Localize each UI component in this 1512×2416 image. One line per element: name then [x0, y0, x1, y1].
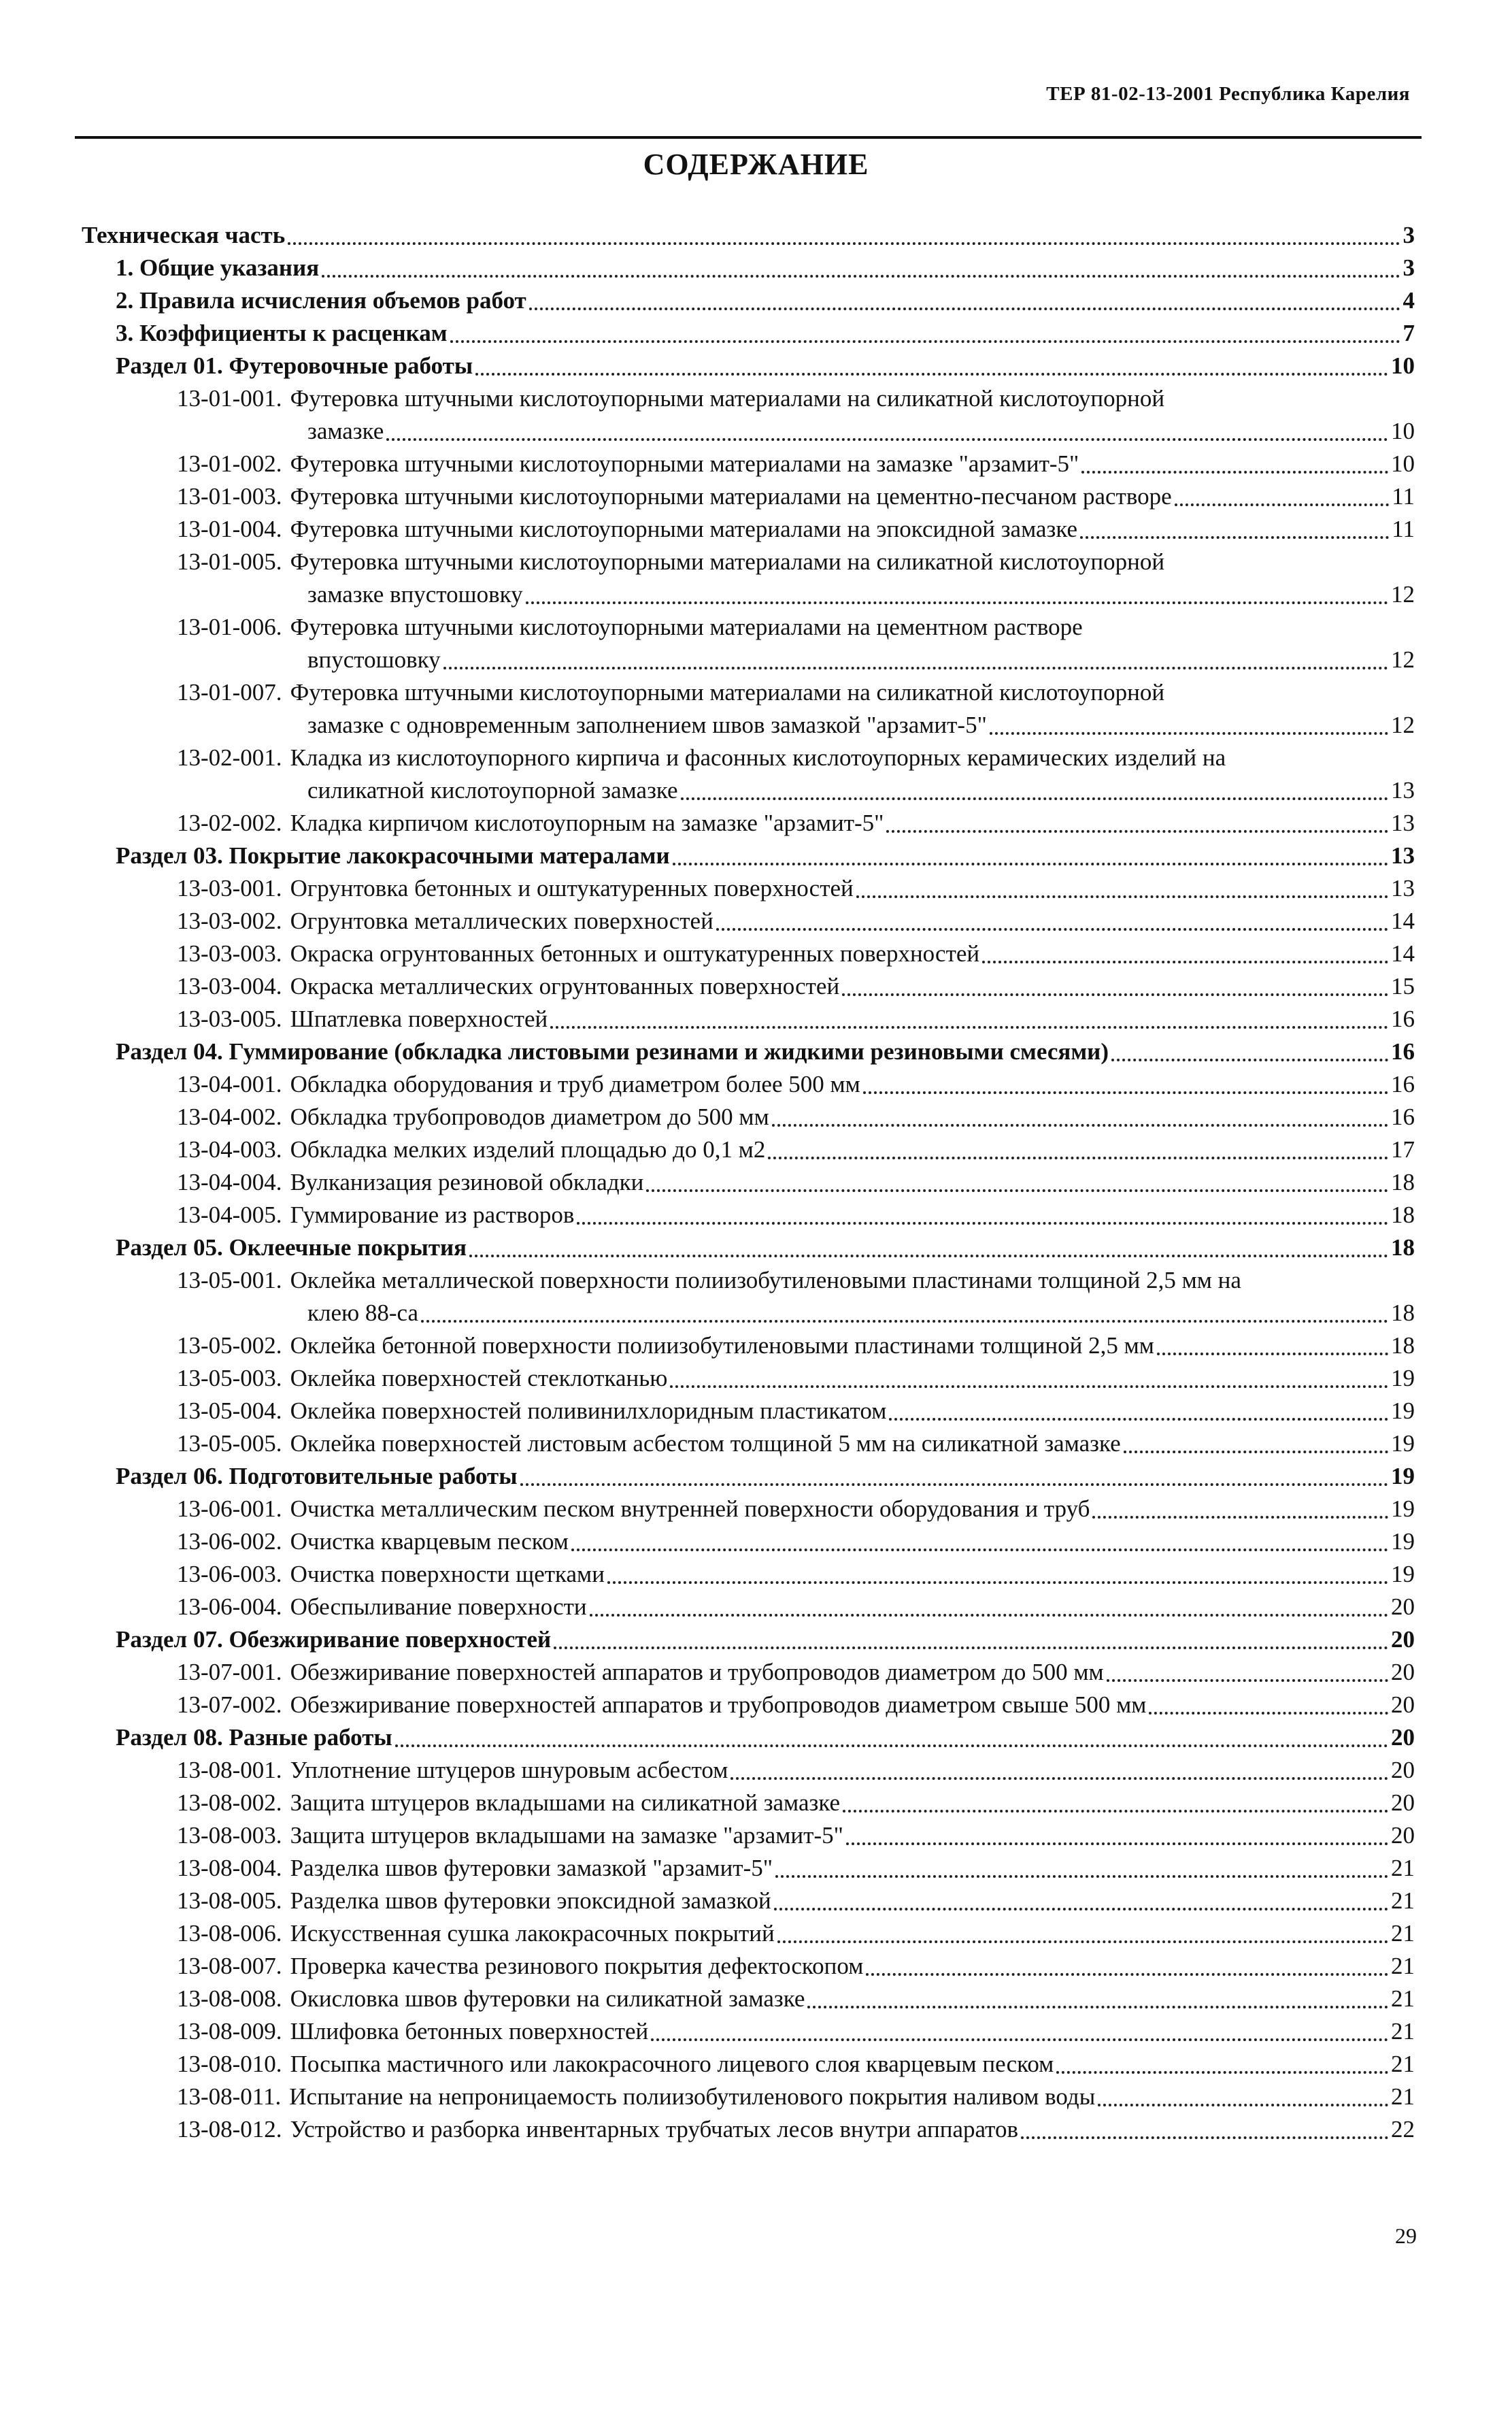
toc-entry-title: Кладка кирпичом кислотоупорным на замазке "арзамит-5" — [290, 810, 884, 836]
toc-entry-code: 13-08-002. — [177, 1789, 282, 1816]
toc-entry-title: 1. Общие указания — [116, 254, 320, 281]
dot-leader — [443, 667, 1388, 669]
toc-entry-page: 19 — [1391, 1430, 1415, 1457]
dot-leader — [775, 1875, 1388, 1878]
toc-entry-code: 13-04-001. — [177, 1071, 282, 1097]
toc-entry-code: 13-05-002. — [177, 1332, 282, 1359]
dot-leader — [288, 242, 1400, 245]
toc-entry-code: 13-01-004. — [177, 516, 282, 542]
toc-entry-title: Футеровка штучными кислотоупорными материалами на силикатной кислотоупорной — [290, 548, 1165, 575]
toc-entry[interactable] — [82, 1101, 1415, 1133]
toc-entry-title-cont: замазке впустошовку — [307, 581, 523, 608]
toc-entry-title: Шпатлевка поверхностей — [290, 1006, 548, 1032]
toc-entry-title: Оклейка поверхностей поливинилхлоридным пластикатом — [290, 1397, 887, 1424]
toc-entry-code: 13-04-003. — [177, 1136, 282, 1163]
toc-entry[interactable] — [82, 1362, 1415, 1395]
toc-entry-title-cont: впустошовку — [307, 646, 441, 673]
dot-leader — [1098, 2104, 1388, 2106]
toc-entry-title: Футеровка штучными кислотоупорными материалами на цементном растворе — [290, 614, 1083, 640]
toc-entry-line — [82, 611, 1415, 644]
toc-entry[interactable] — [82, 1689, 1415, 1721]
toc-entry-code: 13-04-005. — [177, 1202, 282, 1228]
toc-entry-code: 13-03-005. — [177, 1006, 282, 1032]
dot-leader — [777, 1940, 1388, 1943]
toc-entry-title: Разделка швов футеровки эпоксидной замазкой — [290, 1887, 771, 1914]
toc-entry[interactable] — [82, 448, 1415, 480]
toc-entry-code: 13-08-001. — [177, 1757, 282, 1783]
toc-entry-page: 21 — [1391, 1887, 1415, 1914]
dot-leader — [571, 1549, 1388, 1551]
toc-entry-line — [82, 676, 1415, 709]
toc-entry-code: 13-07-002. — [177, 1691, 282, 1718]
toc-entry-page: 21 — [1391, 2018, 1415, 2045]
toc-entry-title: Обкладка оборудования и труб диаметром более 500 мм — [290, 1071, 860, 1097]
toc-entry[interactable] — [82, 1558, 1415, 1591]
toc-entry-title: Оклейка металлической поверхности полиизобутиленовыми пластинами толщиной 2,5 мм на — [290, 1267, 1241, 1293]
toc-entry-page: 13 — [1391, 875, 1415, 901]
toc-entry-page: 22 — [1391, 2116, 1415, 2142]
toc-section-heading[interactable] — [82, 1036, 1415, 1068]
toc-entry-title: Уплотнение штуцеров шнуровым асбестом — [290, 1757, 728, 1783]
toc-entry-title: Оклейка поверхностей стеклотканью — [290, 1365, 668, 1391]
toc-entry-title: Защита штуцеров вкладышами на замазке "арзамит-5" — [290, 1822, 843, 1849]
toc-entry-page: 21 — [1391, 2051, 1415, 2077]
toc-entry-code: 13-08-012. — [177, 2116, 282, 2142]
toc-entry-title: Очистка кварцевым песком — [290, 1528, 569, 1555]
toc-entry[interactable] — [82, 2015, 1415, 2048]
toc-entry-title: Устройство и разборка инвентарных трубчатых лесов внутри аппаратов — [290, 2116, 1018, 2142]
toc-entry-title: Футеровка штучными кислотоупорными материалами на силикатной кислотоупорной — [290, 385, 1165, 412]
toc-entry-page: 21 — [1391, 1920, 1415, 1947]
toc-entry[interactable] — [82, 1395, 1415, 1427]
toc-entry-page: 12 — [1391, 646, 1415, 673]
dot-leader — [1092, 1516, 1388, 1519]
toc-entry-code: 13-08-009. — [177, 2018, 282, 2045]
toc-entry-code: 13-03-002. — [177, 908, 282, 934]
toc-entry-title: 2. Правила исчисления объемов работ — [116, 287, 526, 314]
toc-entry-page: 16 — [1391, 1038, 1415, 1065]
dot-leader — [681, 797, 1388, 800]
toc-entry[interactable] — [82, 970, 1415, 1003]
toc-entry-title: Обкладка трубопроводов диаметром до 500 мм — [290, 1104, 769, 1130]
toc-entry-code: 13-04-002. — [177, 1104, 282, 1130]
toc-section-heading[interactable] — [82, 284, 1415, 317]
dot-leader — [846, 1842, 1388, 1845]
toc-entry-line — [82, 1264, 1415, 1297]
dot-leader — [520, 1483, 1388, 1486]
toc-entry-title: Защита штуцеров вкладышами на силикатной замазке — [290, 1789, 840, 1816]
toc-entry-title: Футеровка штучными кислотоупорными материалами на силикатной кислотоупорной — [290, 679, 1165, 706]
dot-leader — [1111, 1059, 1388, 1061]
dot-leader — [673, 863, 1388, 865]
toc-entry-page: 21 — [1391, 1985, 1415, 2012]
toc-entry-code: 13-06-002. — [177, 1528, 282, 1555]
toc-section-heading[interactable] — [82, 317, 1415, 350]
toc-entry-page: 18 — [1391, 1202, 1415, 1228]
toc-entry-title: Окисловка швов футеровки на силикатной замазке — [290, 1985, 805, 2012]
toc-entry[interactable] — [82, 742, 1415, 807]
dot-leader — [475, 373, 1388, 376]
toc-entry-code: 13-02-001. — [177, 744, 282, 771]
dot-leader — [886, 830, 1388, 833]
toc-entry-page: 20 — [1391, 1691, 1415, 1718]
dot-leader — [856, 895, 1388, 898]
toc-entry-title: Обезжиривание поверхностей аппаратов и трубопроводов диаметром до 500 мм — [290, 1659, 1104, 1685]
toc-entry[interactable] — [82, 1754, 1415, 1787]
toc-entry-page: 18 — [1391, 1234, 1415, 1261]
toc-section-heading[interactable] — [82, 350, 1415, 382]
dot-leader — [1107, 1679, 1388, 1682]
toc-entry-title: Искусственная сушка лакокрасочных покрытий — [290, 1920, 775, 1947]
toc-entry-title: Обеспыливание поверхности — [290, 1593, 587, 1620]
toc-entry-page: 19 — [1391, 1495, 1415, 1522]
toc-entry-title: Проверка качества резинового покрытия дефектоскопом — [290, 1953, 864, 1979]
toc-entry-page: 20 — [1391, 1659, 1415, 1685]
toc-entry-code: 13-03-003. — [177, 940, 282, 967]
toc-entry-code: 13-01-001. — [177, 385, 282, 412]
toc-entry[interactable] — [82, 1199, 1415, 1231]
toc-entry-code: 13-08-010. — [177, 2051, 282, 2077]
toc-entry-code: 13-03-001. — [177, 875, 282, 901]
toc-entry-page: 20 — [1391, 1626, 1415, 1653]
toc-entry-title: Раздел 04. Гуммирование (обкладка листовыми резинами и жидкими резиновыми смесями) — [116, 1038, 1109, 1065]
dot-leader — [990, 732, 1388, 735]
toc-entry-title: Очистка металлическим песком внутренней поверхности оборудования и труб — [290, 1495, 1090, 1522]
toc-entry-continuation — [82, 774, 1415, 807]
dot-leader — [590, 1614, 1388, 1617]
toc-entry[interactable] — [82, 2081, 1415, 2113]
toc-entry-page: 16 — [1391, 1006, 1415, 1032]
toc-entry-code: 13-04-004. — [177, 1169, 282, 1195]
toc-entry-code: 13-08-004. — [177, 1855, 282, 1881]
toc-entry-page: 20 — [1391, 1593, 1415, 1620]
toc-entry-title: Кладка из кислотоупорного кирпича и фасонных кислотоупорных керамических изделий на — [290, 744, 1226, 771]
dot-leader — [730, 1777, 1388, 1780]
toc-entry-continuation — [82, 415, 1415, 448]
toc-entry-page: 10 — [1391, 418, 1415, 444]
toc-entry-page: 13 — [1391, 777, 1415, 804]
toc-entry-code: 13-08-005. — [177, 1887, 282, 1914]
toc-entry-page: 11 — [1392, 516, 1415, 542]
toc-section-heading[interactable] — [82, 1721, 1415, 1754]
toc-entry-page: 15 — [1391, 973, 1415, 999]
toc-entry-title: Раздел 03. Покрытие лакокрасочными матералами — [116, 842, 670, 869]
toc-entry[interactable] — [82, 1003, 1415, 1036]
toc-section-heading[interactable] — [82, 1231, 1415, 1264]
toc-entry-code: 13-06-003. — [177, 1561, 282, 1587]
toc-entry-code: 13-05-004. — [177, 1397, 282, 1424]
toc-entry[interactable] — [82, 1329, 1415, 1362]
toc-entry-page: 17 — [1391, 1136, 1415, 1163]
toc-entry-page: 16 — [1391, 1104, 1415, 1130]
dot-leader — [774, 1908, 1388, 1910]
toc-entry[interactable] — [82, 1819, 1415, 1852]
toc-section-heading[interactable] — [82, 252, 1415, 284]
document-header: ТЕР 81-02-13-2001 Республика Карелия — [1046, 83, 1410, 105]
dot-leader — [670, 1385, 1388, 1388]
toc-entry-title: Раздел 05. Оклеечные покрытия — [116, 1234, 467, 1261]
toc-entry-page: 16 — [1391, 1071, 1415, 1097]
toc-entry-page: 10 — [1391, 352, 1415, 379]
toc-entry-continuation — [82, 709, 1415, 742]
dot-leader — [1081, 471, 1388, 474]
toc-entry-title: Очистка поверхности щетками — [290, 1561, 605, 1587]
dot-leader — [646, 1189, 1388, 1192]
toc-entry-title: Огрунтовка бетонных и оштукатуренных поверхностей — [290, 875, 854, 901]
toc-entry-page: 20 — [1391, 1789, 1415, 1816]
toc-entry-page: 21 — [1391, 1855, 1415, 1881]
toc-entry-page: 19 — [1391, 1365, 1415, 1391]
toc-entry[interactable] — [82, 546, 1415, 611]
dot-leader — [1149, 1712, 1388, 1715]
toc-entry-page: 19 — [1391, 1561, 1415, 1587]
toc-entry[interactable] — [82, 1885, 1415, 1917]
dot-leader — [1056, 2071, 1388, 2074]
toc-entry-line — [82, 742, 1415, 774]
toc-entry-page: 18 — [1391, 1169, 1415, 1195]
table-of-contents — [82, 219, 1415, 2146]
toc-entry[interactable] — [82, 1983, 1415, 2015]
toc-entry-title: Разделка швов футеровки замазкой "арзамит-5" — [290, 1855, 773, 1881]
toc-entry[interactable] — [82, 513, 1415, 546]
dot-leader — [395, 1744, 1388, 1747]
toc-entry[interactable] — [82, 611, 1415, 676]
dot-leader — [469, 1255, 1388, 1257]
dot-leader — [450, 340, 1400, 343]
toc-entry-title-cont: силикатной кислотоупорной замазке — [307, 777, 678, 804]
toc-entry-title: Вулканизация резиновой обкладки — [290, 1169, 644, 1195]
toc-entry-line — [82, 546, 1415, 578]
toc-entry[interactable] — [82, 1068, 1415, 1101]
toc-entry[interactable] — [82, 1264, 1415, 1329]
toc-entry-title-cont: замазке — [307, 418, 384, 444]
toc-entry-code: 13-05-005. — [177, 1430, 282, 1457]
toc-entry-title: Обезжиривание поверхностей аппаратов и трубопроводов диаметром свыше 500 мм — [290, 1691, 1147, 1718]
toc-entry-continuation — [82, 578, 1415, 611]
toc-entry-code: 13-01-005. — [177, 548, 282, 575]
toc-entry-title: Испытание на непроницаемость полиизобутиленового покрытия наливом воды — [289, 2083, 1096, 2110]
toc-entry-title-cont: замазке с одновременным заполнением швов замазкой "арзамит-5" — [307, 712, 987, 738]
toc-entry[interactable] — [82, 2048, 1415, 2081]
toc-entry-title: Футеровка штучными кислотоупорными материалами на замазке "арзамит-5" — [290, 450, 1079, 477]
dot-leader — [1175, 503, 1390, 506]
toc-entry-page: 13 — [1391, 810, 1415, 836]
toc-entry-code: 13-06-004. — [177, 1593, 282, 1620]
toc-entry-code: 13-08-003. — [177, 1822, 282, 1849]
toc-entry-page: 19 — [1391, 1397, 1415, 1424]
toc-entry[interactable] — [82, 1525, 1415, 1558]
toc-entry-code: 13-08-006. — [177, 1920, 282, 1947]
toc-entry-code: 13-08-007. — [177, 1953, 282, 1979]
header-rule — [75, 136, 1422, 139]
toc-entry-title: Оклейка бетонной поверхности полиизобутиленовыми пластинами толщиной 2,5 мм — [290, 1332, 1154, 1359]
dot-leader — [863, 1091, 1388, 1094]
page-number: 29 — [1395, 2223, 1417, 2248]
toc-entry-page: 10 — [1391, 450, 1415, 477]
dot-leader — [842, 993, 1388, 996]
toc-entry-page: 14 — [1391, 940, 1415, 967]
dot-leader — [651, 2038, 1388, 2041]
dot-leader — [716, 928, 1388, 931]
toc-entry-page: 11 — [1392, 483, 1415, 510]
toc-entry-code: 13-01-006. — [177, 614, 282, 640]
toc-entry[interactable] — [82, 807, 1415, 840]
toc-entry[interactable] — [82, 480, 1415, 513]
toc-entry[interactable] — [82, 382, 1415, 448]
toc-section-heading[interactable] — [82, 1623, 1415, 1656]
dot-leader — [889, 1418, 1388, 1421]
toc-section-heading[interactable] — [82, 840, 1415, 872]
toc-entry-title: Техническая часть — [82, 222, 286, 248]
toc-entry-title: Раздел 08. Разные работы — [116, 1724, 392, 1751]
toc-section-heading[interactable] — [82, 1460, 1415, 1493]
dot-leader — [577, 1222, 1388, 1225]
dot-leader — [554, 1646, 1388, 1649]
toc-entry[interactable] — [82, 872, 1415, 905]
dot-leader — [421, 1320, 1388, 1323]
toc-entry-title: Раздел 06. Подготовительные работы — [116, 1463, 518, 1489]
toc-entry[interactable] — [82, 1656, 1415, 1689]
toc-entry-page: 12 — [1391, 712, 1415, 738]
toc-entry-line — [82, 382, 1415, 415]
toc-entry-page: 20 — [1391, 1724, 1415, 1751]
toc-entry-code: 13-03-004. — [177, 973, 282, 999]
toc-entry[interactable] — [82, 1787, 1415, 1819]
toc-entry[interactable] — [82, 1917, 1415, 1950]
toc-entry-code: 13-01-003. — [177, 483, 282, 510]
toc-entry-page: 21 — [1391, 1953, 1415, 1979]
toc-entry[interactable] — [82, 676, 1415, 742]
dot-leader — [526, 601, 1388, 604]
toc-entry-page: 20 — [1391, 1757, 1415, 1783]
toc-entry-page: 3 — [1402, 254, 1415, 281]
toc-entry-continuation — [82, 644, 1415, 676]
toc-entry-page: 19 — [1391, 1463, 1415, 1489]
toc-entry-code: 13-05-003. — [177, 1365, 282, 1391]
toc-entry-code: 13-05-001. — [177, 1267, 282, 1293]
toc-entry-page: 12 — [1391, 581, 1415, 608]
toc-entry-page: 21 — [1391, 2083, 1415, 2110]
toc-entry-code: 13-02-002. — [177, 810, 282, 836]
dot-leader — [607, 1581, 1388, 1584]
toc-entry-code: 13-01-002. — [177, 450, 282, 477]
dot-leader — [386, 438, 1388, 441]
toc-entry-title-cont: клею 88-са — [307, 1300, 419, 1326]
toc-entry-continuation — [82, 1297, 1415, 1329]
toc-entry[interactable] — [82, 1493, 1415, 1525]
toc-entry-page: 4 — [1402, 287, 1415, 314]
toc-entry-page: 7 — [1402, 320, 1415, 346]
toc-entry[interactable] — [82, 1591, 1415, 1623]
toc-entry-page: 13 — [1391, 842, 1415, 869]
dot-leader — [322, 275, 1400, 278]
toc-entry-title: Раздел 07. Обезжиривание поверхностей — [116, 1626, 552, 1653]
toc-entry-title: Окраска металлических огрунтованных поверхностей — [290, 973, 840, 999]
dot-leader — [550, 1026, 1388, 1029]
toc-entry-page: 14 — [1391, 908, 1415, 934]
toc-entry-title: Оклейка поверхностей листовым асбестом толщиной 5 мм на силикатной замазке — [290, 1430, 1121, 1457]
toc-entry[interactable] — [82, 938, 1415, 970]
dot-leader — [1080, 536, 1389, 539]
dot-leader — [866, 1973, 1388, 1976]
toc-entry[interactable] — [82, 2113, 1415, 2146]
toc-entry-title: Футеровка штучными кислотоупорными материалами на эпоксидной замазке — [290, 516, 1078, 542]
toc-entry-code: 13-08-008. — [177, 1985, 282, 2012]
toc-entry-page: 18 — [1391, 1332, 1415, 1359]
toc-entry-title: Обкладка мелких изделий площадью до 0,1 м2 — [290, 1136, 766, 1163]
toc-entry-code: 13-08-011. — [177, 2083, 282, 2110]
dot-leader — [982, 961, 1388, 963]
toc-entry-title: 3. Коэффициенты к расценкам — [116, 320, 448, 346]
toc-entry-page: 19 — [1391, 1528, 1415, 1555]
dot-leader — [1021, 2136, 1388, 2139]
toc-entry-title: Окраска огрунтованных бетонных и оштукатуренных поверхностей — [290, 940, 980, 967]
dot-leader — [843, 1810, 1388, 1813]
toc-entry-page: 18 — [1391, 1300, 1415, 1326]
dot-leader — [529, 308, 1400, 310]
dot-leader — [772, 1124, 1388, 1127]
toc-entry-title: Шлифовка бетонных поверхностей — [290, 2018, 649, 2045]
dot-leader — [1124, 1451, 1388, 1453]
toc-entry[interactable] — [82, 905, 1415, 938]
toc-entry-title: Огрунтовка металлических поверхностей — [290, 908, 713, 934]
toc-entry[interactable] — [82, 1427, 1415, 1460]
toc-section-heading[interactable] — [82, 219, 1415, 252]
toc-entry-title: Футеровка штучными кислотоупорными материалами на цементно-песчаном растворе — [290, 483, 1172, 510]
toc-entry-code: 13-06-001. — [177, 1495, 282, 1522]
dot-leader — [807, 2006, 1388, 2008]
toc-entry-title: Посыпка мастичного или лакокрасочного лицевого слоя кварцевым песком — [290, 2051, 1054, 2077]
toc-entry[interactable] — [82, 1852, 1415, 1885]
toc-entry-code: 13-01-007. — [177, 679, 282, 706]
dot-leader — [768, 1157, 1388, 1159]
toc-entry[interactable] — [82, 1166, 1415, 1199]
dot-leader — [1157, 1353, 1388, 1355]
toc-entry-page: 20 — [1391, 1822, 1415, 1849]
toc-entry-title: Гуммирование из растворов — [290, 1202, 575, 1228]
toc-entry-page: 3 — [1402, 222, 1415, 248]
page-title: СОДЕРЖАНИЕ — [643, 148, 869, 181]
toc-entry-code: 13-07-001. — [177, 1659, 282, 1685]
toc-entry[interactable] — [82, 1950, 1415, 1983]
toc-entry[interactable] — [82, 1133, 1415, 1166]
toc-entry-title: Раздел 01. Футеровочные работы — [116, 352, 473, 379]
